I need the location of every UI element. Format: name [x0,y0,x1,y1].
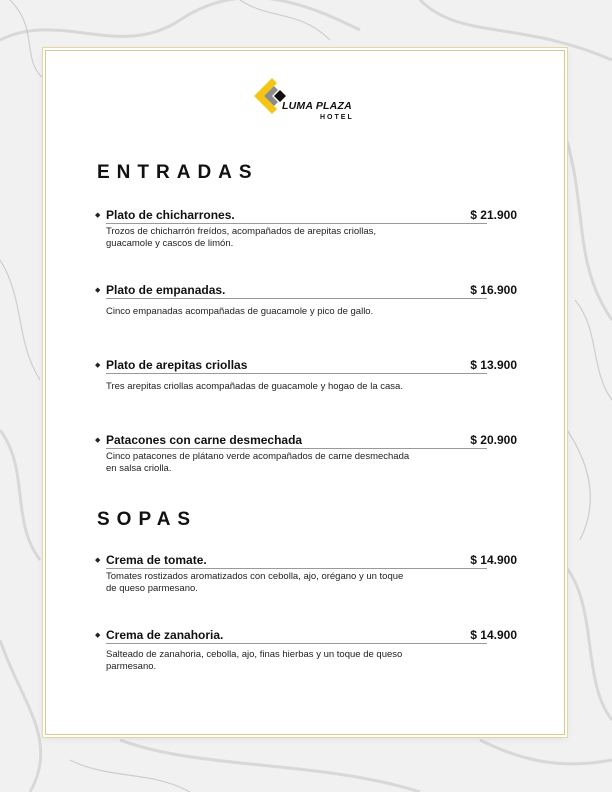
item-description: Tres arepitas criollas acompañadas de guacamole y hogao de la casa. [106,381,403,392]
section-title-sopas: SOPAS [97,509,198,530]
diamond-chevron-logo-icon [252,74,292,124]
item-divider [106,223,487,224]
item-description: Cinco empanadas acompañadas de guacamole y pico de gallo. [106,306,374,317]
item-name: Plato de arepitas criollas [106,358,248,372]
item-name: Plato de chicharrones. [106,208,235,222]
hotel-logo [252,74,364,126]
brand-name: LUMA PLAZA [282,100,352,112]
item-price: $ 20.900 [470,433,517,447]
item-divider [106,448,487,449]
item-price: $ 13.900 [470,358,517,372]
menu-item [95,358,517,393]
item-description: Cinco patacones de plátano verde acompañados de carne desmechada en salsa criolla. [106,451,410,474]
section-title-entradas: ENTRADAS [97,162,259,183]
item-name: Patacones con carne desmechada [106,433,303,447]
item-price: $ 14.900 [470,628,517,642]
bullet-icon: ◆ [95,362,101,369]
bullet-icon: ◆ [95,287,101,294]
item-description: Trozos de chicharrón freídos, acompañados de arepitas criollas, guacamole y cascos de limón. [106,226,377,249]
menu-item [95,283,517,318]
bullet-icon: ◆ [95,557,101,564]
menu-item [95,433,517,475]
bullet-icon: ◆ [95,212,101,219]
item-description: Salteado de zanahoria, cebolla, ajo, finas hierbas y un toque de queso parmesano. [106,649,403,672]
item-divider [106,643,487,644]
menu-item [95,628,517,673]
item-price: $ 21.900 [470,208,517,222]
menu-item [95,208,517,250]
menu-item [95,553,517,595]
item-price: $ 16.900 [470,283,517,297]
item-divider [106,568,487,569]
item-name: Crema de tomate. [106,553,207,567]
item-description: Tomates rostizados aromatizados con cebolla, ajo, orégano y un toque de queso parmesano. [106,571,404,594]
bullet-icon: ◆ [95,632,101,639]
item-price: $ 14.900 [470,553,517,567]
bullet-icon: ◆ [95,437,101,444]
item-divider [106,373,487,374]
item-name: Plato de empanadas. [106,283,226,297]
item-divider [106,298,487,299]
item-name: Crema de zanahoria. [106,628,224,642]
brand-subtitle: HOTEL [320,114,354,121]
